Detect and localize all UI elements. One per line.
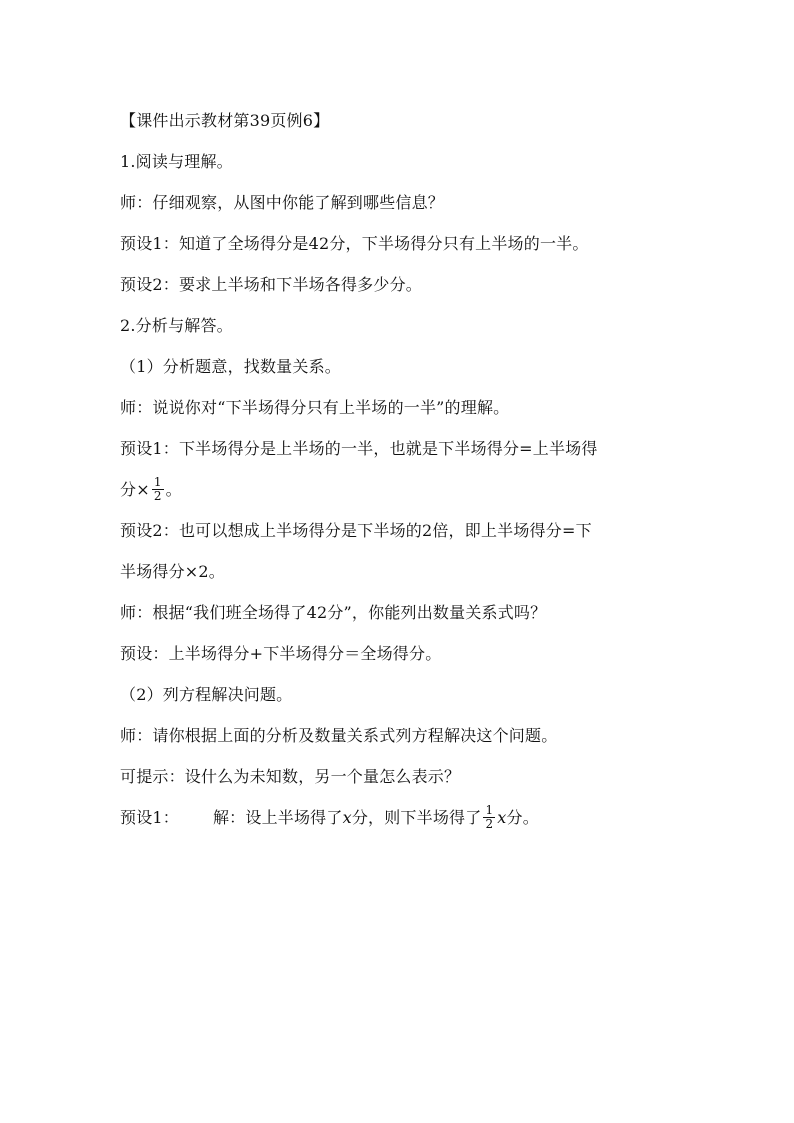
teacher-question-half: 师：说说你对“下半场得分只有上半场的一半”的理解。: [120, 398, 510, 417]
fraction-numerator: 1: [153, 475, 162, 489]
preset-half-line-2: [120, 469, 680, 510]
preset-double-line-1: 预设2：也可以想成上半场得分是下半场的2倍，即上半场得分=下: [120, 521, 592, 540]
text-fragment: 分×: [120, 480, 150, 499]
text-fragment: 。: [165, 480, 182, 499]
teacher-question-total: 师：根据“我们班全场得了42分”，你能列出数量关系式吗？: [120, 603, 547, 622]
text-fragment: 分，则下半场得了: [351, 808, 482, 827]
preset-half-line-1: 预设1：下半场得分是上半场的一半，也就是下半场得分=上半场得: [120, 439, 598, 458]
fraction-one-half: [152, 476, 164, 503]
section-heading-analysis: 2.分析与解答。: [120, 316, 233, 335]
fraction-denominator: 2: [153, 489, 162, 503]
text-fragment: 预设1：: [120, 808, 179, 827]
preset-answer-2: 预设2：要求上半场和下半场各得多少分。: [120, 275, 422, 294]
subsection-equation: （2）列方程解决问题。: [120, 685, 293, 704]
preset-relation: 预设：上半场得分+下半场得分＝全场得分。: [120, 644, 442, 663]
courseware-note: 【课件出示教材第39页例6】: [120, 111, 330, 130]
section-heading-reading: 1.阅读与理解。: [120, 152, 233, 171]
variable-x: x: [342, 808, 352, 827]
preset-solution: [120, 797, 680, 838]
fraction-numerator: 1: [485, 803, 494, 817]
hint-unknown: 可提示：设什么为未知数，另一个量怎么表示？: [120, 767, 461, 786]
text-fragment: 分。: [506, 808, 539, 827]
fraction-denominator: 2: [485, 817, 494, 831]
subsection-find-relation: （1）分析题意，找数量关系。: [120, 357, 341, 376]
preset-double-line-2: 半场得分×2。: [120, 562, 225, 581]
teacher-question-observe: 师：仔细观察，从图中你能了解到哪些信息？: [120, 193, 445, 212]
preset-answer-1: 预设1：知道了全场得分是42分，下半场得分只有上半场的一半。: [120, 234, 589, 253]
variable-x: x: [497, 808, 507, 827]
document-body: [120, 100, 680, 838]
text-fragment: 解：设上半场得了: [212, 808, 343, 827]
teacher-instruction-equation: 师：请你根据上面的分析及数量关系式列方程解决这个问题。: [120, 726, 558, 745]
fraction-one-half: [483, 804, 495, 831]
